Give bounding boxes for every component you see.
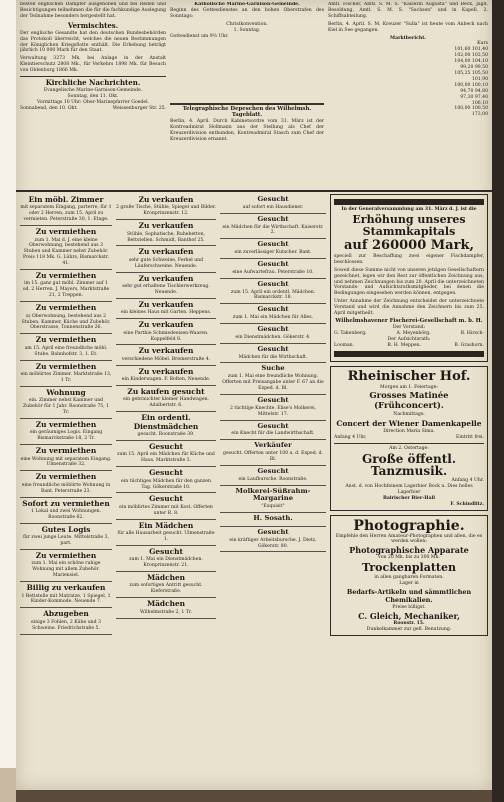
classified-ad <box>20 582 112 608</box>
ad-heading: Sofort zu vermiethen <box>22 498 110 508</box>
director-line: Direction Maria Sima. <box>383 429 435 435</box>
classified-ad <box>220 395 326 421</box>
classified-ad <box>220 421 326 441</box>
ad-heading: Zu kaufen gesucht <box>127 387 205 397</box>
ad-heading: Zu verkaufen <box>138 346 194 356</box>
classified-ad <box>220 214 326 240</box>
news-body: Verwaltung 3273 Mk. bei Anlage in der Anstalt Kleintierschutz 2808 Mk., für Verkehrs 1898 Mk. für Besuch von Oldenburg 1866 Mk. <box>20 56 166 74</box>
ad-text: ein zuverlässiger Kutscher. Bant. <box>234 250 312 256</box>
classified-ad <box>20 471 112 497</box>
ad-heading: Gesucht <box>257 214 289 223</box>
ad-text: a) Oberwohnung, bestehend aus 2 Stuben, Kammer, Küche und Zubehör. Oberstrasse, Tonnenstraße 26. <box>21 313 111 331</box>
ad-heading: Mädchen <box>146 573 186 583</box>
ad-text: 2 tüchtige Knechte. Elise's Molkerei, Mittelstr. 17. <box>229 405 316 417</box>
ship-notice: Amtl. Fischer, Amtl. S. M. S. "Kaiserin Augusta" und Beck, Jagd, Besoldung, Amtl. S. M. S. "Sachsen" und in Kapell, 2. Schiffsabteilung. <box>328 2 488 19</box>
stock-label: Lager in <box>399 581 419 587</box>
classified-ad <box>220 239 326 259</box>
classified-ad <box>220 527 326 553</box>
intro-text: besten englischen Dampfer ausgehoben und bei Reden und Besichtigungen teilnehmen die für die fachkundige Auslegung der Teilnahme besonders hergestellt hat. <box>20 2 166 19</box>
ad-text: ein Dienstmädchen. Gökerstr. 4. <box>235 334 311 340</box>
ad-heading: Zu verkaufen <box>138 195 194 204</box>
library-logo <box>0 768 16 802</box>
ad-heading: Zu vermiethen <box>35 303 97 313</box>
telegraph-title: Telegraphische Depeschen des Wilhelmsh. Tageblatt. <box>182 106 312 119</box>
ad-text: ein möblirtes Zimmer. Marktstraße 13, 1 Tr. <box>20 371 112 383</box>
ad-text: ein kräftiger Arbeitsbursche. J. Dietz, Gökerstr. 80. <box>229 537 317 549</box>
classified-ad <box>116 366 216 386</box>
rate-row: 97,30 97,40 <box>460 94 488 100</box>
hotel-sub: Morgen am 1. Feiertage: <box>380 384 438 390</box>
classified-ad <box>116 493 216 519</box>
ad-text: verschiedene Möbel. Bremerstraße 4. <box>121 356 211 362</box>
photo-sub: Empfehle den Herren Amateur-Photographen und allen, die es werden wollen: <box>335 533 483 545</box>
classified-ad <box>116 345 216 365</box>
entry-note: Eintritt frei. <box>456 435 484 441</box>
hotel-ad <box>330 366 488 511</box>
column-news-mid <box>170 2 324 188</box>
parish-heading: 1. Sonntag. <box>233 27 261 33</box>
church-sub: Evangelische Marine-Garnison-Gemeinde. <box>43 88 143 94</box>
section-title: Vermischtes. <box>67 20 119 30</box>
ad-text: eine Parthie Schmiedeeisen-Waaren. Koppelfeld 8. <box>123 330 209 342</box>
ad-text: zum 1. Mai ein Mädchen für Alles. <box>232 315 314 321</box>
ad-heading: Gesucht <box>257 240 289 249</box>
rates-head: Kurs <box>477 41 488 47</box>
ad-heading: Zu verkaufen <box>138 273 194 283</box>
classified-ad <box>116 386 216 412</box>
ad-text: ein kleines Haus mit Garten. Heppens. <box>120 310 212 316</box>
ad-text: ein Kinderwagen. F. Bolten, Neuende. <box>121 377 211 383</box>
classified-ad <box>20 387 112 419</box>
ad-heading: Zu verkaufen <box>138 247 194 257</box>
classified-ad <box>20 334 112 360</box>
classified-ad <box>20 361 112 387</box>
ad-heading: H. Sosath. <box>253 514 293 523</box>
ad-text: 2 große Tische, Stühle, Spiegel und Bilder. Kronprinzenstr. 12. <box>116 205 216 217</box>
ad-text: zum 1. Mai d. J. eine kleine Oberwohnung, bestehend aus 3 Stuben und Kammer nebst Zubehör. Preis 118 Mk. G. Lührs, Bismarckstr. 41. <box>23 237 109 267</box>
council-member: B. Grashorn. <box>454 342 484 348</box>
rate-row: 173,00 <box>471 112 488 118</box>
ad-text: eine Aufwartefrau. Peterstraße 10. <box>232 269 314 275</box>
classified-ad <box>116 246 216 272</box>
classified-ad <box>220 279 326 305</box>
classified-ad <box>220 324 326 344</box>
ad-heading: Billig zu verkaufen <box>26 583 106 593</box>
classified-ad <box>20 524 112 550</box>
ad-heading: Gutes Logis <box>41 524 91 534</box>
start-time: Anfang 4 Uhr. <box>334 435 367 441</box>
ad-heading: Gesucht <box>257 325 289 334</box>
ad-heading: Mädchen <box>146 599 186 609</box>
ad-heading: Zu vermiethen <box>35 335 97 345</box>
rate-row: 99,20 99,50 <box>460 65 488 71</box>
ad-heading: Zu vermiethen <box>35 361 97 371</box>
ad-heading: Gesucht <box>149 441 183 451</box>
ad-heading: Molkerei-Süßrahm-Margarine <box>235 486 311 503</box>
ad-heading: Gesucht <box>149 494 183 504</box>
plates-title: Trockenplatten <box>362 561 456 575</box>
ad-text: ein gebrauchter kleiner Handwagen. Adalbertstr. 6. <box>122 397 210 409</box>
classified-ad <box>116 273 216 299</box>
rate-row: 104,00 104,10 <box>454 59 488 65</box>
classified-ad <box>116 572 216 598</box>
council-member: B. H. Meppen. <box>387 342 422 348</box>
beer-line: Anst. d. von Hochfeinem Lagerbier Bock u. Dies helles Lagerbier <box>345 483 473 495</box>
classified-ad <box>116 467 216 493</box>
ad-text: ein tüchtiges Mädchen für den ganzen Tag. Gökerstraße 10. <box>121 478 211 490</box>
photo-ad <box>330 515 488 636</box>
ad-text: zum 1. Mai ein schöne ruhige Wohnung mit allem Zubehör. Mariensiel. <box>31 561 101 579</box>
rate-row: 101,90 <box>471 76 488 82</box>
ad-text: Stühle, Sophatische, Ruhebetten, Bettstellen. Schmidt, Banthof 25. <box>127 231 205 243</box>
telegraph-body: Berlin, 4. April. Durch Kabinetsordre vom 31. März ist der Kontreadmiral Hollmann aus der Stellung als Chef der Kreuzerdivision entbunden, Kontreadmiral Stasch zum Chef der Kreuzerdivision ernannt. <box>170 119 324 142</box>
parish-title: Katholische Marine-Garnison-Gemeinde. <box>194 2 300 7</box>
classified-ad <box>20 550 112 582</box>
ad-heading: Zu vermiethen <box>35 227 97 237</box>
announcement-head: In der Generalversammlung am 31. März d. J. ist die <box>341 207 477 212</box>
classified-ad <box>220 363 326 395</box>
ad-heading: Gesucht <box>257 344 289 353</box>
ad-heading: Zu vermiethen <box>35 446 97 456</box>
ad-text: ein möblirtes Zimmer mit Kost. Offerten unter R. 8. <box>119 504 213 516</box>
ad-heading: Gesucht <box>257 279 289 288</box>
ad-heading: Gesucht <box>257 466 289 475</box>
announcement-amount: auf 260000 Mark, <box>344 237 474 253</box>
ad-text: am 15. April eine freundliche möbl. Stube. Bahnhofstr. 3, 1. Et. <box>24 345 108 357</box>
board-member: A. Meyenbörg. <box>396 330 431 336</box>
ad-text: gesucht. Offerten unter 100 a. d. Exped. d. Bl. <box>223 451 323 462</box>
ad-text: für zwei junge Leute. Mittelstraße 3, part. <box>23 535 109 547</box>
scan-edge <box>492 0 504 802</box>
council-label: Der Aufsichtsrath: <box>387 336 431 342</box>
ad-heading: Zu verkaufen <box>138 320 194 330</box>
church-title: Kirchliche Nachrichten. <box>45 78 141 88</box>
announcement-sub: speciell zur Beschaffung zwei eigener Fischdampfer, beschlossen. <box>334 253 484 265</box>
ad-text: auf sofort ein Hausdiener. <box>242 204 304 210</box>
dance-title: Große öffentl. Tanzmusik. <box>362 452 456 479</box>
classified-ad <box>20 226 112 270</box>
ad-heading: Gesucht <box>257 395 289 404</box>
announcement-body: Unter Annahme der Zeichnung entscheidet der unterzeichnete Vorstand und wird die Annahme den Zeichnern bis zum 25. April mitgetheilt. <box>334 299 484 317</box>
column-market <box>328 2 488 188</box>
afternoon-label: Nachmittags: <box>393 412 425 418</box>
ship-notice: Berlin, 4. April. S. M. Kreuzer "Sulla" ist heute vom Anbeck nach Kiel in See gegangen. <box>328 21 488 33</box>
classified-ad <box>20 194 112 226</box>
ad-heading: Ein ordentl. Dienstmädchen <box>133 413 199 431</box>
ad-heading: Zu verkaufen <box>138 221 194 231</box>
rate-row: 105,25 105,50 <box>454 70 488 76</box>
classified-ad <box>116 412 216 441</box>
ad-text: gesucht. Roonstraße 39. <box>137 432 195 438</box>
classified-ad <box>220 513 326 527</box>
rate-row: 102,00 102,50 <box>454 53 488 59</box>
column-ads-mid2 <box>220 194 326 786</box>
classified-ad <box>220 344 326 364</box>
ad-text: zum 1. Mai ein Dienstmädchen. Kronprinzenstr. 21. <box>129 557 203 569</box>
column-ads-mid <box>116 194 216 786</box>
section-divider <box>16 190 492 192</box>
classified-ad <box>116 441 216 467</box>
ad-heading: Zu vermiethen <box>35 472 97 482</box>
classified-ad <box>116 598 216 618</box>
ad-heading: Zu vermiethen <box>35 550 97 560</box>
classified-ad <box>116 546 216 572</box>
board-member: G. Takenberg. <box>334 330 367 336</box>
host-name: F. Schindlitz. <box>450 501 484 507</box>
ad-heading: Zu vermiethen <box>35 271 97 281</box>
ad-text: einige 3 Fohlen, 2 Kühe und 3 Schweine. Friedrichstraße 5. <box>31 619 101 631</box>
ad-heading: Gesucht <box>257 195 289 203</box>
classified-ad <box>116 299 216 319</box>
column-ads-left <box>20 194 112 786</box>
concert-title: Concert der Wiener Damenkapelle <box>336 419 482 429</box>
ad-heading: Abzugeben <box>43 609 89 619</box>
company-name: Wilhelmshavener Fischerei-Gesellschaft m. b. H. <box>335 317 483 324</box>
classified-ad <box>20 419 112 445</box>
rate-row: 106,10 <box>471 100 488 106</box>
prices-note: Preise billigst. <box>392 605 426 611</box>
council-member: Looman. <box>334 342 355 348</box>
apparatus-price: von 20 Mk. bis zu 300 Mk. <box>378 555 440 561</box>
ad-text: Wilhelmstraße 2, 1 Tr. <box>140 609 192 615</box>
classified-ad <box>116 194 216 220</box>
column-news-left <box>20 2 166 188</box>
parish-heading: Christkonvention. <box>226 21 268 27</box>
ad-heading: Gesucht <box>257 527 289 536</box>
ad-text: zum 15. April ein ordentl. Mädchen. Bismarckstr. 18. <box>230 289 316 301</box>
hotel-name: Rheinischer Hof. <box>347 368 471 384</box>
news-body: Der englische Gesandte hat den deutschen Bundesbehörden das Protokoll überreicht, welches die neuen Bestimmungen der Königlichen Kriegsflotte enthält. Die Erhebung beträgt jährlich 10 000 Mark für den Staat. <box>20 30 166 54</box>
rate-row: 101,60 101,40 <box>454 47 488 53</box>
ad-text: "Exquisit" <box>261 504 285 510</box>
classified-ad <box>116 319 216 345</box>
ad-heading: Gesucht <box>149 546 183 556</box>
ad-text: 1 Lokal und zwei Wohnungen. Roonstraße 62. <box>30 508 102 520</box>
vendor-name: C. Gleich, Mechaniker, <box>358 611 460 621</box>
apparatus-title: Photographische Apparate <box>349 545 469 556</box>
ad-text: ein Laufbursche. Roonstraße. <box>238 476 308 482</box>
rate-row: 94,70 94,80 <box>460 88 488 94</box>
dance-start: Anfang 4 Uhr. <box>451 478 484 484</box>
ad-text: eine Wohnung mit separatem Eingang. Ulmenstraße 32. <box>20 456 112 468</box>
scan-margin <box>0 0 16 802</box>
market-title: Marktbericht. <box>390 35 426 41</box>
ad-heading: Verkäufer <box>254 441 292 450</box>
ad-heading: Zu verkaufen <box>138 299 194 309</box>
vendor-address: Roonstr. 15. <box>393 621 425 626</box>
ad-heading: Gesucht <box>257 421 289 430</box>
ad-text: ein. Zimmer nebst Kammer und Zubehör für 1 Jahr. Roonstraße 75, 1 Tr. <box>22 398 110 415</box>
classified-ad <box>220 440 326 466</box>
ad-heading: Gesucht <box>149 468 183 478</box>
ad-heading: Wohnung <box>46 387 86 397</box>
service-time: Vormittags 10 Uhr: Ober-Marinepfarrer Goedel. <box>36 99 150 105</box>
ad-heading: Suche <box>261 364 285 373</box>
ad-text: eine freundliche möblirte Wohnung in Bant. Peterstraße 23. <box>21 482 111 494</box>
ad-heading: Ein Mädchen <box>138 520 194 530</box>
classified-ad <box>20 608 112 634</box>
classified-ad <box>220 259 326 279</box>
classified-ad <box>220 486 326 514</box>
classified-ad <box>20 302 112 334</box>
service-date: Sonnabend, den 10. Okt. <box>20 105 78 111</box>
classified-ad <box>20 270 112 302</box>
service-date: Sonntag, den 11. Okt. <box>67 93 119 99</box>
matinee-title: Grosses Matinée (Frühconcert). <box>369 391 449 412</box>
ad-text: ein Knecht für die Landwirthschaft. <box>231 431 315 437</box>
board-member: B. Hirsch- <box>460 330 484 336</box>
newspaper-page <box>16 0 492 790</box>
beer-hall: Bairischer Bier-Hall <box>382 495 436 501</box>
capital-announcement <box>330 194 488 362</box>
ad-text: mit separatem Eingang, parterre, für 1 oder 2 Herren, zum 15. April zu vermieten. Peterstraße 30, 1. Etage. <box>20 205 112 223</box>
ad-text: im 15. ganz gut möbl. Zimmer auf 1 od. 2 Herren. J. Mayers, Marktstraße 21, 2 Treppen. <box>22 281 110 299</box>
classified-ad <box>220 466 326 486</box>
announcement-title: Erhöhung unseres Stammkapitals <box>352 212 466 238</box>
ad-text: zum 1. Mai eine freundliche Wohnung. Offerten mit Preisangabe unter F. 67 an die Exped. d. Bl. <box>222 374 324 392</box>
ad-text: zum sofortigen Antritt gesucht. Kieferstraße. <box>129 583 203 595</box>
parish-text: Beginn des Gottesdienstes an den hohen Oberstrafen des Sonntags: <box>170 7 324 19</box>
classified-ad <box>116 520 216 546</box>
ad-heading: Zu verkaufen <box>138 366 194 376</box>
ad-heading: Gesucht <box>257 305 289 314</box>
easter-label: Am 2. Ostertage: <box>389 446 429 452</box>
plates-sub: in allen gangbaren Formaten. <box>374 575 444 581</box>
classified-ad <box>220 304 326 324</box>
photo-title: Photographie. <box>353 517 465 534</box>
ad-text: sehr gut erhaltene Tischlerwerkzeug. Neuende. <box>122 284 210 295</box>
ad-text: 1 Bettstelle mit Matratze, 1 Spiegel, 1 Kinder-Kommode. Neuende 7. <box>21 593 111 605</box>
ad-heading: Gesucht <box>257 260 289 269</box>
announcement-body: Soweit diese Summe nicht von unseren jetzigen Gesellschaftern gezeichnet, legen wir den Rest zur öffentlichen Zeichnung aus, und nehmen Zeichnungen bis zum 20. April die unterzeichneten Vorstands- und Aufsichtsrathsmitglieder, bei denen die Bedingungen eingesehen werden können, entgegen. <box>334 267 484 297</box>
classified-ad <box>20 498 112 524</box>
classified-ad <box>220 194 326 214</box>
parish-text: Gottesdienst um 9½ Uhr. <box>170 33 229 39</box>
rate-row: 100,00 100,50 <box>454 106 488 112</box>
ad-text: ein geräumiges Logis. Eingang Bismarckstraße 18, 2 Tr. <box>29 430 103 442</box>
ad-heading: Ein möbl. Zimmer <box>28 195 104 204</box>
darkroom-note: Dunkelkammer zur gefl. Benutzung. <box>366 626 452 632</box>
classified-ad <box>116 220 216 246</box>
ad-text: für alle Hausarbeit gesucht. Ulmenstraße 1. <box>117 531 215 542</box>
service-place: Weissenburger Str. 25. <box>112 105 166 111</box>
board-label: Der Vorstand: <box>392 324 426 330</box>
ad-text: ein Mädchen für die Wirthschaft. Kaiserstr. 2. <box>222 224 324 236</box>
classified-ad <box>20 445 112 471</box>
column-announcements <box>330 194 488 786</box>
chemicals-title: Bedarfs-Artikeln und sämmtlichen Chemikalien. <box>346 588 472 605</box>
ad-text: Mädchen für die Wirthschaft. <box>238 354 308 360</box>
ad-text: sehr gute Schweine, Ferkel und Läuferschweine. Neuende. <box>128 257 204 269</box>
ad-text: zum 15. April ein Mädchen für Küche und Haus. Marktstraße 3. <box>117 452 215 464</box>
rate-row: 100,00 100,10 <box>454 82 488 88</box>
ad-heading: Zu vermiethen <box>35 419 97 429</box>
